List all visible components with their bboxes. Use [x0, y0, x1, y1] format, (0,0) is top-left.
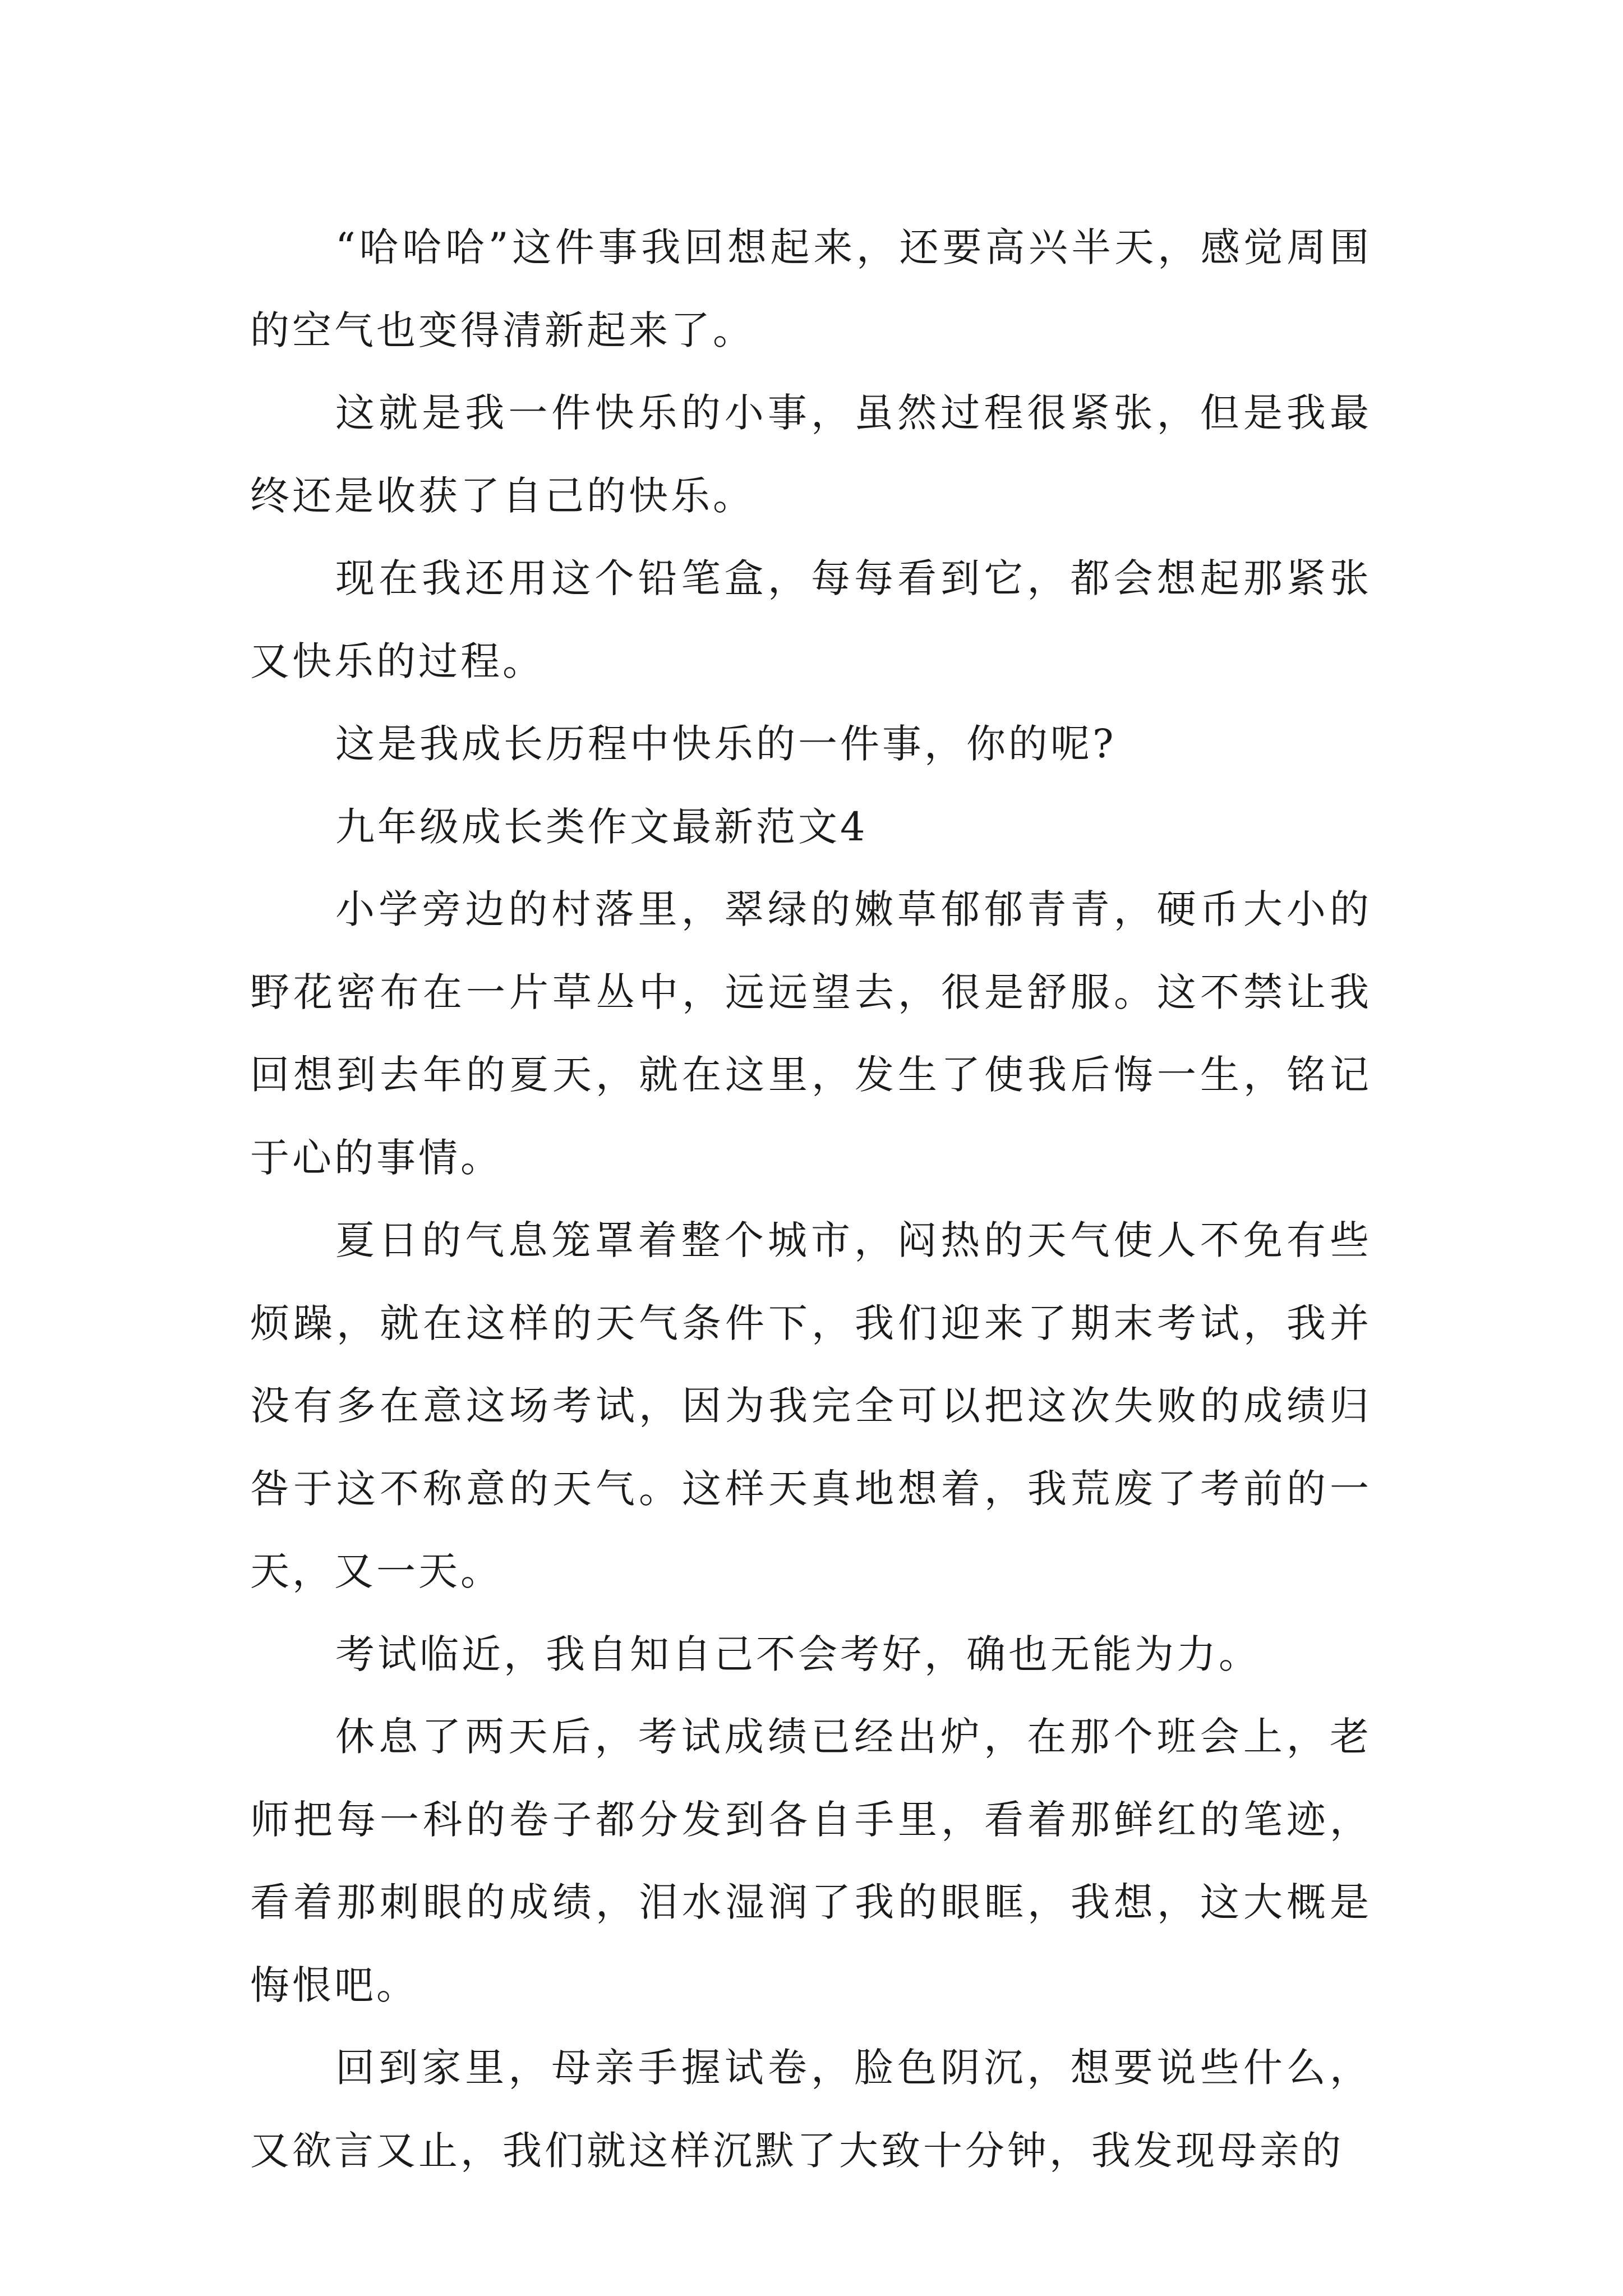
- paragraph: “哈哈哈”这件事我回想起来，还要高兴半天，感觉周围的空气也变得清新起来了。: [250, 224, 1372, 353]
- section-title: 九年级成长类作文最新范文4: [335, 803, 868, 850]
- paragraph: 考试临近，我自知自己不会考好，确也无能为力。: [335, 1631, 1261, 1677]
- paragraph: 现在我还用这个铅笔盒，每每看到它，都会想起那紧张又快乐的过程。: [250, 555, 1372, 684]
- paragraph: 休息了两天后，考试成绩已经出炉，在那个班会上，老师把每一科的卷子都分发到各自手里，看着那鲜红的笔迹，看着那刺眼的成绩，泪水湿润了我的眼眶，我想，这大概是悔恨吧。: [250, 1714, 1372, 2008]
- paragraph: 这是我成长历程中快乐的一件事，你的呢?: [335, 721, 1117, 767]
- paragraph: 回到家里，母亲手握试卷，脸色阴沉，想要说些什么，又欲言又止，我们就这样沉默了大致十分钟，我发现母亲的: [250, 2045, 1372, 2174]
- paragraph: 这就是我一件快乐的小事，虽然过程很紧张，但是我最终还是收获了自己的快乐。: [250, 390, 1372, 519]
- paragraph: 夏日的气息笼罩着整个城市，闷热的天气使人不免有些烦躁，就在这样的天气条件下，我们迎来了期末考试，我并没有多在意这场考试，因为我完全可以把这次失败的成绩归咎于这不称意的天气。这样天真地想着，我荒废了考前的一天，又一天。: [250, 1217, 1372, 1594]
- document-body: [250, 206, 1372, 2192]
- paragraph: 小学旁边的村落里，翠绿的嫩草郁郁青青，硬币大小的野花密布在一片草丛中，远远望去，很是舒服。这不禁让我回想到去年的夏天，就在这里，发生了使我后悔一生，铭记于心的事情。: [250, 886, 1372, 1181]
